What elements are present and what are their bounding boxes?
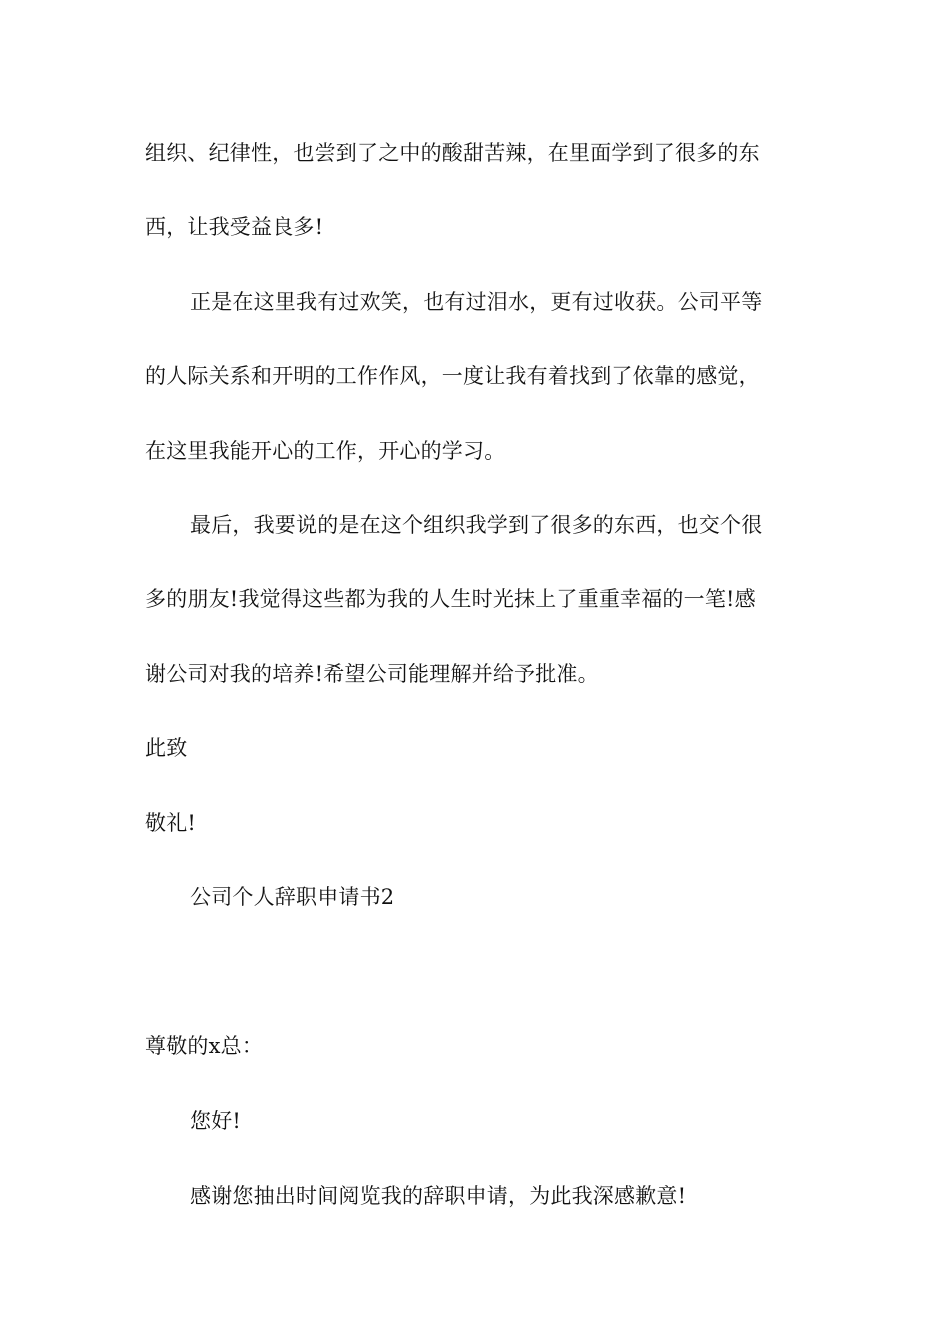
text-line-1: 组织、纪律性，也尝到了之中的酸甜苦辣，在里面学到了很多的东 xyxy=(145,141,760,165)
text-line-14: 感谢您抽出时间阅览我的辞职申请，为此我深感歉意! xyxy=(190,1184,687,1208)
closing-regards: 敬礼! xyxy=(145,811,197,835)
closing-salutation: 此致 xyxy=(145,736,188,760)
text-line-4: 的人际关系和开明的工作作风，一度让我有着找到了依靠的感觉， xyxy=(145,364,760,388)
text-line-3: 正是在这里我有过欢笑，也有过泪水，更有过收获。公司平等 xyxy=(190,290,763,314)
greeting-hello: 您好! xyxy=(190,1109,242,1133)
recipient-greeting: 尊敬的x总： xyxy=(145,1034,264,1058)
text-line-5: 在这里我能开心的工作，开心的学习。 xyxy=(145,439,506,463)
text-line-6: 最后，我要说的是在这个组织我学到了很多的东西，也交个很 xyxy=(190,513,763,537)
section-heading: 公司个人辞职申请书2 xyxy=(190,885,395,909)
text-line-2: 西，让我受益良多! xyxy=(145,215,324,239)
text-line-7: 多的朋友!我觉得这些都为我的人生时光抹上了重重幸福的一笔!感 xyxy=(145,587,756,611)
text-line-8: 谢公司对我的培养!希望公司能理解并给予批准。 xyxy=(145,662,599,686)
